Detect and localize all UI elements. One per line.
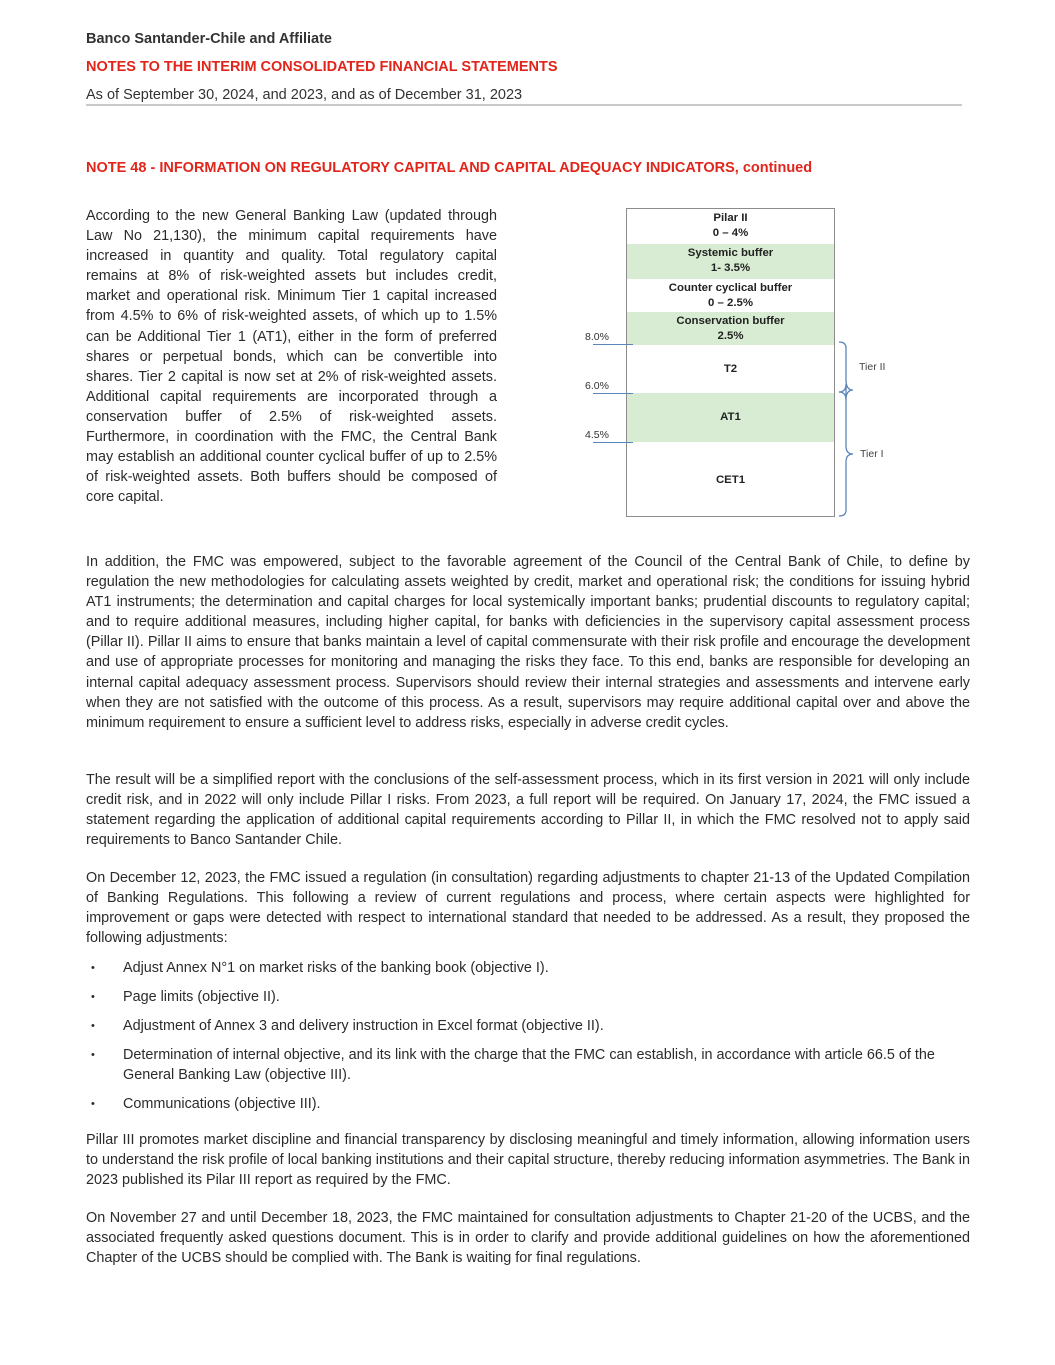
paragraph-regulation-adjustments: On December 12, 2023, the FMC issued a regulation (in consultation) regarding adjustments to chapter 21-13 of the Updated Compilation of Banking Regulations. This following a review of current regulations and process, where certain aspects were highlighted for improvement or gaps were detected with respect to international standard that needed to be addressed. As a result, they proposed the following adjustments: — [86, 870, 970, 947]
threshold-4-5-line — [593, 442, 633, 443]
tier-ii-label: Tier II — [859, 361, 886, 373]
list-item — [86, 1016, 970, 1036]
band-range: 2.5% — [717, 330, 744, 342]
paragraph-pillar-iii: Pillar III promotes market discipline and financial transparency by disclosing meaningful and timely information, allowing information users to understand the risk profile of local banking institutions and their capital structure, thereby reducing information asymmetries. The Bank in 2023 published its Pilar III report as required by the FMC. — [86, 1132, 970, 1189]
note-title: NOTE 48 - INFORMATION ON REGULATORY CAPITAL AND CAPITAL ADEQUACY INDICATORS, continued — [86, 160, 813, 176]
company-name: Banco Santander-Chile and Affiliate — [86, 31, 332, 47]
capital-stack-box — [626, 208, 835, 517]
band-label: Conservation buffer — [676, 315, 785, 327]
band-conservation-buffer — [627, 312, 834, 345]
intro-paragraph: According to the new General Banking Law (updated through Law No 21,130), the minimum capital requirements have increased in quantity and quality. Total regulatory capital remains at 8% of risk-weighted assets but includes credit, market and operational risk. Minimum Tier 1 capital increased from 4.5% to 6% of risk-weighted assets, of which up to 1.5% can be Additional Tier 1 (AT1), either in the form of preferred shares or perpetual bonds, which can be convertible into shares. Tier 2 capital is now set at 2% of risk-weighted assets. Additional capital requirements are incorporated through a conservation buffer of 2.5% of risk-weighted assets. Furthermore, in coordination with the FMC, the Central Bank may establish an additional counter cyclical buffer of up to 2.5% of risk-weighted assets. Both buffers should be composed of core capital. — [86, 208, 497, 506]
band-range: 1- 3.5% — [710, 262, 751, 274]
tier-ii-bracket — [839, 342, 853, 400]
date-line: As of September 30, 2024, and 2023, and as of December 31, 2023 — [86, 87, 523, 103]
band-label: Pilar II — [713, 212, 748, 224]
band-cet1 — [627, 442, 834, 516]
bullet-icon: • — [91, 991, 95, 1004]
threshold-4-5-label: 4.5% — [585, 429, 609, 441]
list-item-text: Adjustment of Annex 3 and delivery instruction in Excel format (objective II). — [123, 1018, 604, 1035]
bullet-icon: • — [91, 1098, 95, 1111]
band-at1 — [627, 393, 834, 442]
bullet-icon: • — [91, 1020, 95, 1033]
paragraph-fmc-empowered: In addition, the FMC was empowered, subject to the favorable agreement of the Council of the Central Bank of Chile, to define by regulation the new methodologies for calculating assets weighted by credit, market and operational risk; the conditions for issuing hybrid AT1 instruments; the determination and capital charges for local systemically important banks; prudential discounts to regulatory capital; and to require additional measures, including higher capital, for banks with deficiencies in the supervisory capital assessment process (Pillar II). Pillar II aims to ensure that banks maintain a level of capital commensurate with their risk profile and encourage the development and use of appropriate processes for monitoring and managing the risks they face. To this end, banks are responsible for developing an internal capital adequacy assessment process. Supervisors should review their internal strategies and assessments and intervene early when they are not satisfied with the outcome of this process. As a result, supervisors may require additional capital over and above the minimum requirement to ensure a sufficient level to address risks, especially in adverse credit cycles. — [86, 554, 970, 731]
band-label: AT1 — [720, 411, 741, 423]
notes-title: NOTES TO THE INTERIM CONSOLIDATED FINANCIAL STATEMENTS — [86, 59, 558, 75]
threshold-8-label: 8.0% — [585, 331, 609, 343]
list-item-text: Adjust Annex N°1 on market risks of the banking book (objective I). — [123, 960, 549, 976]
threshold-8-line — [593, 344, 633, 345]
paragraph-simplified-report: The result will be a simplified report with the conclusions of the self-assessment process, which in its first version in 2021 will only include credit risk, and in 2022 will only include Pillar I risks. From 2023, a full report will be required. On January 17, 2024, the FMC issued a statement regarding the application of additional capital requirements according to Pillar II, in which the FMC resolved not to apply said requirements to Banco Santander Chile. — [86, 772, 970, 849]
list-item-text: Communications (objective III). — [123, 1096, 321, 1113]
header-divider — [86, 104, 962, 106]
band-range: 0 – 2.5% — [708, 297, 753, 309]
bullet-icon: • — [91, 962, 95, 974]
band-systemic-buffer — [627, 244, 834, 279]
list-item — [86, 1094, 970, 1114]
band-label: Systemic buffer — [687, 247, 774, 259]
list-item — [86, 987, 970, 1007]
band-range: 0 – 4% — [712, 227, 749, 239]
capital-structure-diagram — [575, 200, 905, 525]
list-item-text: Page limits (objective II). — [123, 989, 280, 1006]
tier-i-bracket — [839, 392, 853, 516]
threshold-6-label: 6.0% — [585, 380, 609, 392]
band-t2 — [627, 345, 834, 393]
list-item — [86, 958, 970, 978]
band-counter-cyclical-buffer — [627, 279, 834, 314]
tier-i-label: Tier I — [860, 448, 884, 460]
list-item-text: Determination of internal objective, and its link with the charge that the FMC can establish, in accordance with article 66.5 of the General Banking Law (objective III). — [123, 1047, 935, 1084]
band-pilar-ii — [627, 211, 834, 243]
tier-brackets — [837, 338, 857, 520]
bullet-icon: • — [91, 1049, 95, 1062]
band-label: T2 — [723, 363, 738, 375]
band-label: CET1 — [715, 474, 746, 486]
adjustments-list — [86, 958, 970, 1124]
list-item — [86, 1045, 970, 1085]
band-label: Counter cyclical buffer — [668, 282, 793, 294]
paragraph-ucbs-consultation: On November 27 and until December 18, 2023, the FMC maintained for consultation adjustments to Chapter 21-20 of the UCBS, and the associated frequently asked questions document. This is in order to clarify and provide additional guidelines on how the aforementioned Chapter of the UCBS should be complied with. The Bank is waiting for final regulations. — [86, 1210, 970, 1267]
threshold-6-line — [593, 393, 633, 394]
